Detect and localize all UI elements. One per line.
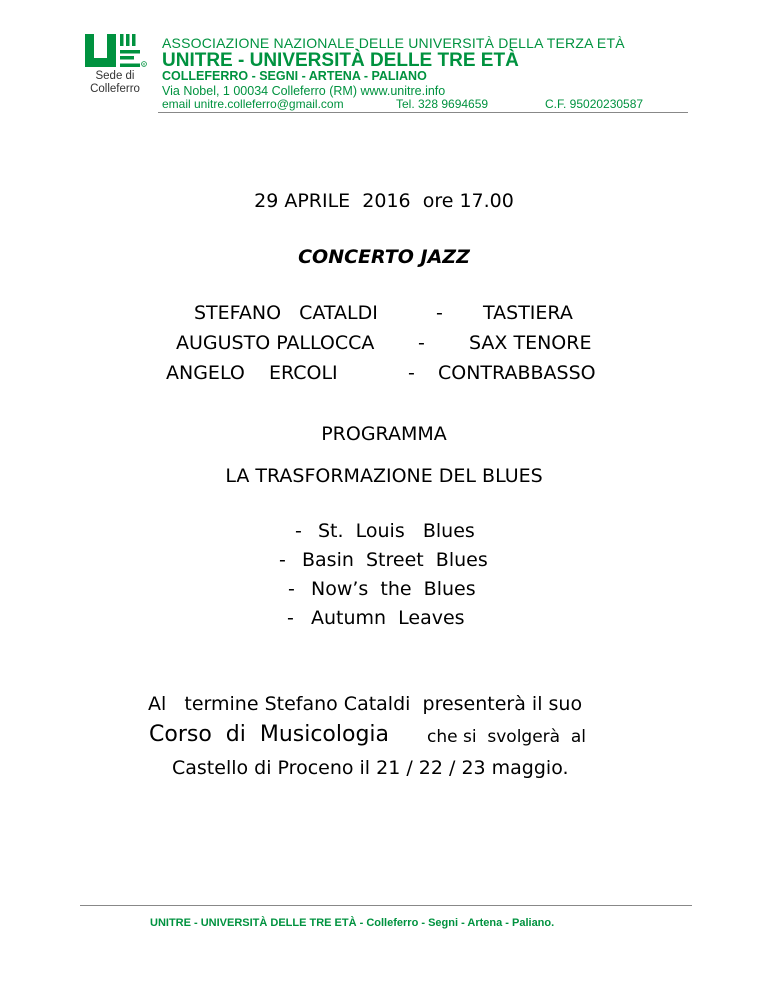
email: email unitre.colleferro@gmail.com xyxy=(162,97,344,111)
song-title: St. Louis Blues xyxy=(318,520,475,542)
footer-divider xyxy=(80,905,692,906)
song-title: Autumn Leaves xyxy=(311,607,465,629)
event-title: CONCERTO JAZZ xyxy=(298,246,470,268)
locations: COLLEFERRO - SEGNI - ARTENA - PALIANO xyxy=(162,69,427,83)
performer-instrument: SAX TENORE xyxy=(469,332,592,354)
svg-text:R: R xyxy=(142,62,146,67)
organization-name: UNITRE - UNIVERSITÀ DELLE TRE ETÀ xyxy=(162,50,519,71)
course-name: Corso di Musicologia xyxy=(149,722,390,747)
logo-caption: Sede di Colleferro xyxy=(90,70,140,95)
footer-text: UNITRE - UNIVERSITÀ DELLE TRE ETÀ - Colleferro - Segni - Artena - Paliano. xyxy=(150,917,555,929)
song-bullet: - xyxy=(295,520,302,542)
song-bullet: - xyxy=(279,549,286,571)
program-heading: PROGRAMMA xyxy=(321,423,447,445)
performer-name: ANGELO ERCOLI xyxy=(166,362,338,384)
performer-instrument: CONTRABBASSO xyxy=(438,362,596,384)
tax-code: C.F. 95020230587 xyxy=(545,97,644,111)
closing-line-2: che si svolgerà al xyxy=(427,727,587,747)
event-date: 29 APRILE 2016 ore 17.00 xyxy=(254,190,514,212)
unitre-logo xyxy=(85,34,147,70)
closing-line-1: Al termine Stefano Cataldi presenterà il suo xyxy=(148,693,583,715)
performer-name: STEFANO CATALDI xyxy=(194,302,378,324)
header-divider xyxy=(158,112,688,113)
song-bullet: - xyxy=(288,578,295,600)
phone: Tel. 328 9694659 xyxy=(396,97,489,111)
closing-line-3: Castello di Proceno il 21 / 22 / 23 maggio. xyxy=(172,757,569,779)
song-title: Basin Street Blues xyxy=(302,549,488,571)
association-name: ASSOCIAZIONE NAZIONALE DELLE UNIVERSITÀ DELLA TERZA ETÀ xyxy=(162,35,625,51)
performer-separator: - xyxy=(408,362,415,384)
performer-instrument: TASTIERA xyxy=(483,302,573,324)
performer-separator: - xyxy=(436,302,443,324)
performer-separator: - xyxy=(418,332,425,354)
song-title: Now’s the Blues xyxy=(311,578,476,600)
program-theme: LA TRASFORMAZIONE DEL BLUES xyxy=(225,465,543,487)
performer-name: AUGUSTO PALLOCCA xyxy=(176,332,375,354)
address: Via Nobel, 1 00034 Colleferro (RM) www.unitre.info xyxy=(162,84,446,98)
song-bullet: - xyxy=(287,607,294,629)
